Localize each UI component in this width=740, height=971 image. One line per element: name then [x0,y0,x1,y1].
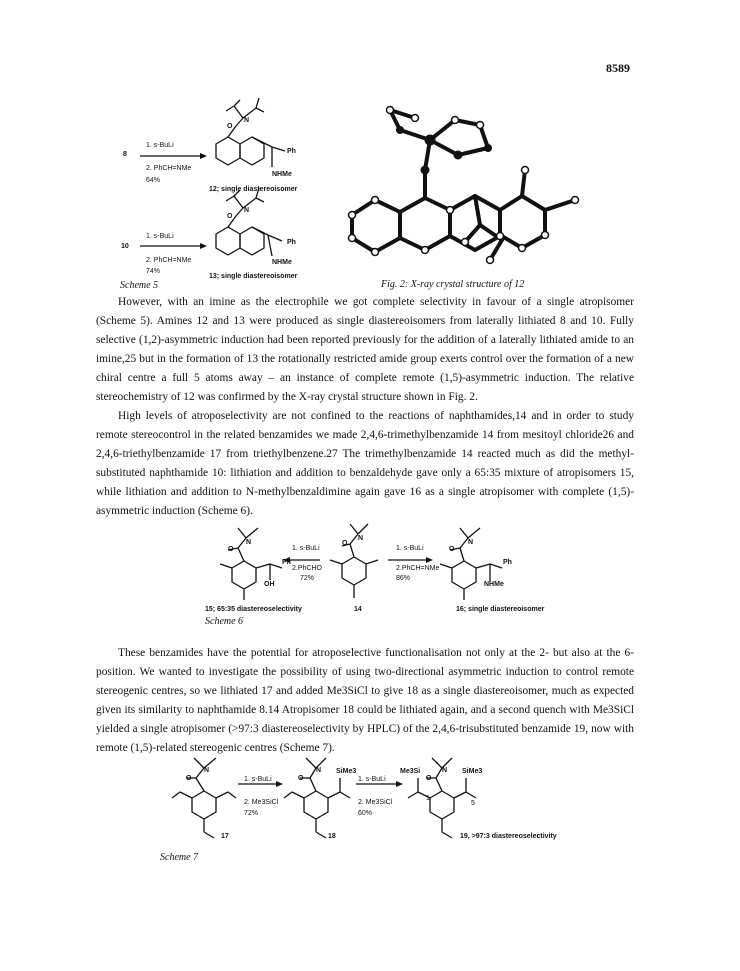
scheme7-position-1: 1 [426,795,430,802]
scheme6-n-atom-left: N [246,539,252,546]
scheme7-n-atom-19: N [442,767,448,774]
scheme5-row2-nhme: NHMe [272,259,292,266]
scheme5-row2-start: 10 [121,243,129,250]
scheme6-right-step1: 1. s-BuLi [396,545,424,552]
scheme7-arrow1-step2: 2. Me3SiCl [244,799,279,806]
scheme6-caption: Scheme 6 [205,616,244,627]
page-number: 8589 [606,61,630,75]
paragraph-3: These benzamides have the potential for atroposelective functionalisation not only at the 2- but also at the 6-position. We wanted to investigate the possibility of using two-directional asymmetric induction to control remote stereogenic centres, so we lithiated 17 and added Me3SiCl to give 18 as a single diastereoisomer, much as expected given its similarity to naphthamide 8.14 Atropisomer 18 could be lithiated again, and a second quench with Me3SiCl yielded a single atropisomer (>97:3 diastereoselectivity by HPLC) of the 2,4,6-trisubstituted benzamide 19, now with remote (1,5)-related stereogenic centres (Scheme 7). [96,647,634,754]
scheme6-structures [0,520,740,630]
scheme6-o-atom-right: O [449,546,455,553]
scheme5-n-atom-1: N [244,117,250,124]
scheme7-sime3-18: SiMe3 [336,768,357,775]
scheme6-n-atom-middle: N [358,535,364,542]
paragraph-1: However, with an imine as the electrophile we got complete selectivity in favour of a single atropisomer (Scheme 5). Amines 12 and 13 were produced as single diastereoisomers from laterally lithiated 8 and 10. Fully selective (1,2)-asymmetric induction had been reported previously for the addition of a laterally lithiated amide to an imine,25 but in the formation of 13 the rotationally restricted amide group exerts control over the formation of a new chiral centre a full 5 atoms away – an instance of complete remote (1,5)-asymmetric induction. The relative stereochemistry of 12 was confirmed by the X-ray crystal structure shown in Fig. 2. [96,296,634,403]
scheme5-row2-yield: 74% [146,268,161,275]
scheme7-o-atom-18: O [298,775,304,782]
scheme5-o-atom-2: O [227,213,233,220]
scheme5-row1-step1: 1. s-BuLi [146,142,174,149]
scheme7-arrow2-step2: 2. Me3SiCl [358,799,393,806]
scheme6-label-15: 15; 65:35 diastereoselectivity [205,606,302,613]
scheme7-n-atom-17: N [204,767,210,774]
scheme6-o-atom-middle: O [342,540,348,547]
scheme6-o-atom-left: O [228,546,234,553]
scheme6-right-step2: 2.PhCH=NMe [396,565,440,572]
scheme7-o-atom-17: O [186,775,192,782]
scheme6-left-yield: 72% [300,575,315,582]
scheme6-left-step2: 2.PhCHO [292,565,322,572]
scheme5-row2-step1: 1. s-BuLi [146,233,174,240]
scheme6-right-yield: 86% [396,575,411,582]
scheme7-structures [0,752,740,862]
scheme5-row1-ph: Ph [287,148,296,155]
scheme7-label-19: 19, >97:3 diastereoselectivity [460,833,557,840]
scheme6-left-ph: Ph [282,559,291,566]
scheme5-row2-ph: Ph [287,239,296,246]
fig2-caption: Fig. 2: X-ray crystal structure of 12 [381,279,525,290]
scheme6-right-nhme: NHMe [484,581,504,588]
scheme6-right-ph: Ph [503,559,512,566]
compound-14-structure [330,524,378,598]
compound-13-structure [216,188,282,256]
scheme5-n-atom-2: N [244,207,250,214]
scheme7-arrow1-yield: 72% [244,810,259,817]
scheme5-o-atom-1: O [227,123,233,130]
scheme5-row2-product: 13; single diastereoisomer [209,273,298,280]
scheme5-row1-step2: 2. PhCH=NMe [146,165,192,172]
scheme6-label-14: 14 [354,606,362,613]
scheme7-sime3-19: SiMe3 [462,768,483,775]
scheme5-row2-step2: 2. PhCH=NMe [146,257,192,264]
scheme7-arrow2-step1: 1. s-BuLi [358,776,386,783]
scheme7-label-17: 17 [221,833,229,840]
scheme6-left-oh: OH [264,581,275,588]
scheme6-left-step1: 1. s-BuLi [292,545,320,552]
xray-crystal-structure-figure [330,100,590,280]
compound-12-structure [216,98,285,167]
scheme7-n-atom-18: N [316,767,322,774]
scheme5-row1-start: 8 [123,151,127,158]
scheme5-caption: Scheme 5 [120,280,159,291]
scheme5-row1-yield: 64% [146,177,161,184]
scheme6-n-atom-right: N [468,539,474,546]
scheme5-row1-product: 12; single diastereoisomer [209,186,298,193]
scheme7-me3si-19: Me3Si [400,768,421,775]
scheme7-arrow2-yield: 60% [358,810,373,817]
scheme7-arrow1-step1: 1. s-BuLi [244,776,272,783]
scheme7-o-atom-19: O [426,775,432,782]
scheme5-row1-nhme: NHMe [272,171,292,178]
paragraph-2: High levels of atroposelectivity are not confined to the reactions of naphthamides,14 and in order to study remote stereocontrol in the related benzamides we made 2,4,6-trimethylbenzamide 14 from mesitoyl chloride26 and 2,4,6-triethylbenzamide 17 from triethylbenzene.27 The trimethylbenzamide 14 reacted much as did the methyl-substituted naphthamide 10: lithiation and addition to benzaldehyde gave only a 65:35 mixture of atropisomers 15, while lithiation and addition to N-methylbenzaldimine again gave 16 as a single atropisomer with complete (1,5)-asymmetric induction (Scheme 6). [96,410,634,517]
scheme6-label-16: 16; single diastereoisomer [456,606,545,613]
scheme7-label-18: 18 [328,833,336,840]
scheme7-position-5: 5 [471,800,475,807]
scheme7-caption: Scheme 7 [160,852,199,863]
